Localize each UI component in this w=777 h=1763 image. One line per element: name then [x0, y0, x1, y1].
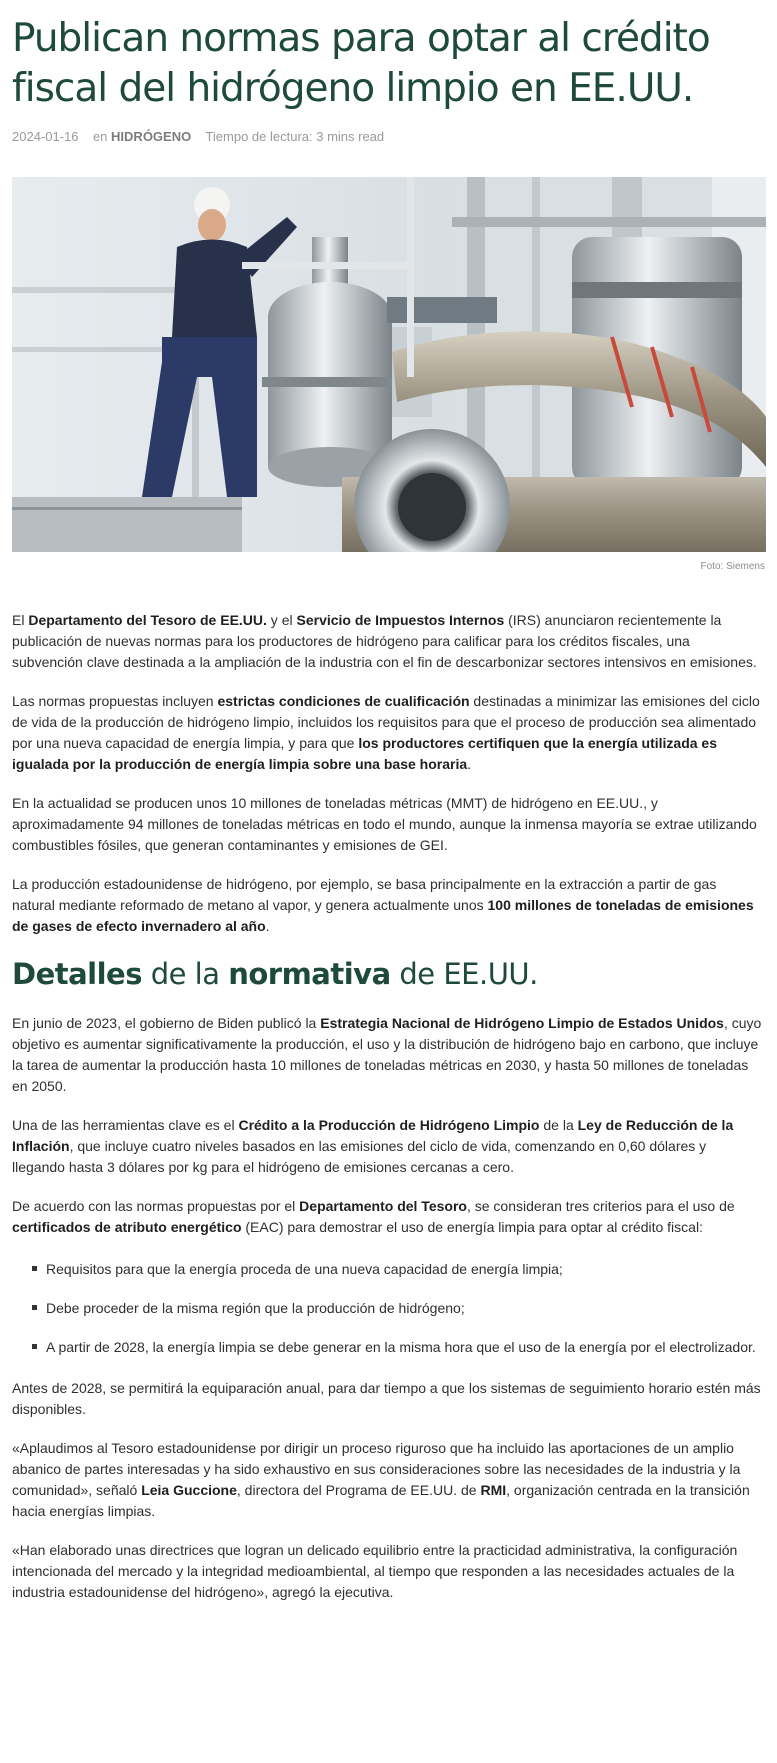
paragraph: Las normas propuestas incluyen estrictas condiciones de cualificación destinadas a minimizar las emisiones del ciclo de vida de la producción de hidrógeno limpio, incluidos los requisitos para que el proceso de producción sea alimentado por una nueva capacidad de energía limpia, y para que los productores certifiquen que la energía utilizada es igualada por la producción de energía limpia sobre una base horaria.: [12, 693, 760, 772]
hydrogen-plant-photo: [12, 177, 766, 552]
category-link[interactable]: HIDRÓGENO: [111, 129, 192, 144]
paragraph: En junio de 2023, el gobierno de Biden publicó la Estrategia Nacional de Hidrógeno Limpio de Estados Unidos, cuyo objetivo es aumentar significativamente la producción, el uso y la distribución de hidrógeno bajo en carbono, que incluye la tarea de aumentar la producción hasta 10 millones de toneladas métricas en 2030, y hasta 50 millones de toneladas en 2050.: [12, 1015, 762, 1094]
list-item: Requisitos para que la energía proceda de una nueva capacidad de energía limpia;: [32, 1256, 762, 1282]
reading-time: Tiempo de lectura: 3 mins read: [205, 129, 385, 144]
paragraph: En la actualidad se producen unos 10 millones de toneladas métricas (MMT) de hidrógeno en EE.UU., y aproximadamente 94 millones de toneladas métricas en todo el mundo, aunque la inmensa mayoría se extrae utilizando combustibles fósiles, que generan contaminantes y emisiones de GEI.: [12, 795, 757, 853]
article-title: Publican normas para optar al crédito fiscal del hidrógeno limpio en EE.UU.: [12, 16, 710, 111]
list-item: A partir de 2028, la energía limpia se debe generar en la misma hora que el uso de la energía por el electrolizador.: [32, 1334, 762, 1360]
article-body: [12, 610, 762, 1621]
article-meta: [12, 129, 384, 144]
article-date: 2024-01-16: [12, 129, 79, 144]
paragraph: El Departamento del Tesoro de EE.UU. y el Servicio de Impuestos Internos (IRS) anunciaron recientemente la publicación de nuevas normas para los productores de hidrógeno para calificar para los créditos fiscales, una subvención clave destinada a la ampliación de la industria con el fin de descarbonizar sectores intensivos en emisiones.: [12, 612, 757, 670]
photo-credit: Foto: Siemens: [700, 561, 765, 572]
paragraph: Una de las herramientas clave es el Crédito a la Producción de Hidrógeno Limpio de la Ley de Reducción de la Inflación, que incluye cuatro niveles basados en las emisiones del ciclo de vida, comenzando en 0,60 dólares y llegando hasta 3 dólares por kg para el hidrógeno de emisiones cercanas a cero.: [12, 1117, 734, 1175]
paragraph: «Han elaborado unas directrices que logran un delicado equilibrio entre la practicidad administrativa, la configuración intencionada del mercado y la integridad medioambiental, al tiempo que responden a las necesidades actuales de la industria estadounidense del hidrógeno», agregó la ejecutiva.: [12, 1542, 738, 1600]
paragraph: Antes de 2028, se permitirá la equiparación anual, para dar tiempo a que los sistemas de seguimiento horario estén más disponibles.: [12, 1380, 761, 1417]
category-prefix: en: [92, 129, 108, 144]
list-item: Debe proceder de la misma región que la producción de hidrógeno;: [32, 1295, 762, 1321]
paragraph: «Aplaudimos al Tesoro estadounidense por dirigir un proceso riguroso que ha incluido las aportaciones de un amplio abanico de partes interesadas y ha sido exhaustivo en sus consideraciones sobre las necesidades de la industria y la comunidad», señaló Leia Guccione, directora del Programa de EE.UU. de RMI, organización centrada en la transición hacia energías limpias.: [12, 1440, 750, 1519]
section-heading: Detalles de la normativa de EE.UU.: [12, 957, 538, 991]
paragraph: La producción estadounidense de hidrógeno, por ejemplo, se basa principalmente en la extracción a partir de gas natural mediante reformado de metano al vapor, y genera actualmente unos 100 millones de toneladas de emisiones de gases de efecto invernadero al año.: [12, 876, 754, 934]
criteria-list: [12, 1256, 762, 1360]
hero-image: [12, 177, 766, 552]
paragraph: De acuerdo con las normas propuestas por el Departamento del Tesoro, se consideran tres criterios para el uso de certificados de atributo energético (EAC) para demostrar el uso de energía limpia para optar al crédito fiscal:: [12, 1198, 735, 1235]
